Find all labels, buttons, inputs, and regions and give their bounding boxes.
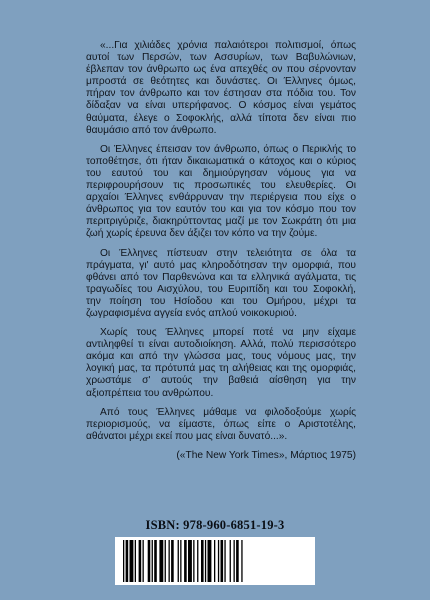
barcode-bar [205, 540, 206, 582]
barcode-bar [143, 540, 144, 582]
barcode [115, 537, 315, 585]
barcode-bar [236, 540, 239, 582]
barcode-bar [230, 540, 231, 582]
barcode-bar [123, 540, 124, 582]
barcode-bar [241, 540, 242, 582]
barcode-bar [218, 540, 219, 582]
blurb-text [86, 40, 356, 469]
paragraph-3: Οι Έλληνες πίστευαν στην τελειότητα σε όλα τα πράγματα, γι' αυτό μας κληροδότησαν την ομορφιά, που φθάνει από τον Παρθενώνα και τα ελληνικά αγάλματα, τις τραγωδίες του Αισχύλου, του Ευριπίδη και του Σοφοκλή, την ποίηση του Ησίοδου και του Ομήρου, μέχρι τα ζωγραφισμένα αγγεία ενός απλού νοικοκυριού. [86, 247, 356, 319]
barcode-bar [180, 540, 181, 582]
barcode-bar [169, 540, 170, 582]
barcode-bar [208, 540, 212, 582]
barcode-bar [184, 540, 187, 582]
barcode-bar [193, 540, 194, 582]
barcode-bar [139, 540, 142, 582]
barcode-bar [188, 540, 192, 582]
paragraph-1: «...Για χιλιάδες χρόνια παλαιότεροι πολιτισμοί, όπως αυτοί των Περσών, των Ασσυρίων, των Βαβυλώνιων, έβλεπαν τον άνθρωπο ως ένα απεχθές ον που σέρνονταν μπροστά σε θεότητες και δυνάστες. Οι Έλληνες όμως, πήραν τον άνθρωπο και τον έστησαν στα πόδια του. Τον δίδαξαν να είναι υπερήφανος. Ο κόσμος είναι γεμάτος θαύματα, έλεγε ο Σοφοκλής, αλλά τίποτα δεν είναι πιο θαυμάσιο από τον άνθρωπο. [86, 40, 356, 136]
barcode-bar [152, 540, 153, 582]
barcode-bar [130, 540, 134, 582]
barcode-graphic [115, 537, 315, 585]
paragraph-2: Οι Έλληνες έπεισαν τον άνθρωπο, όπως ο Περικλής το τοποθέτησε, ότι ήταν δικαιωματικά ο κάτοχος και ο κύριος του εαυτού του και δημιούργησαν νόμους για να περιφρουρήσουν τις προσωπικές του ελευθερίες. Οι αρχαίοι Έλληνες ενθάρρυναν την περιέργεια που είχε ο άνθρωπος για τον εαυτόν του και για τον κόσμο που τον περιτριγύριζε, διακηρύττοντας μαζί με τον Σωκράτη ότι μια ζωή χωρίς έρευνα δεν άξιζει τον κόπο να την ζούμε. [86, 143, 356, 240]
isbn-number: ISBN: 978-960-6851-19-3 [145, 518, 285, 532]
barcode-bar [154, 540, 157, 582]
barcode-bar [214, 540, 215, 582]
barcode-bar [159, 540, 163, 582]
barcode-bar [165, 540, 166, 582]
barcode-bar [178, 540, 179, 582]
isbn-block [115, 518, 315, 585]
barcode-bar [148, 540, 151, 582]
barcode-bar [224, 540, 225, 582]
paragraph-5: Από τους Έλληνες μάθαμε να φιλοδοξούμε χωρίς περιορισμούς, να είμαστε, όπως είπε ο Αριστοτέλης, αθάνατοι μέχρι εκεί που μας είναι δυνατό...». [86, 406, 356, 442]
paragraph-4: Χωρίς τους Έλληνες μπορεί ποτέ να μην είχαμε αντιληφθεί τι είναι αυτοδιοίκηση. Αλλά, πολύ περισσότερο ακόμα και από την γλώσσα μας, τους νόμους μας, την λογική μας, τα πρότυπά μας τη αλήθειας και της ομορφιάς, χρωστάμε σ' αυτούς την βαθειά αίσθηση για την αξιοπρέπεια του ανθρώπου. [86, 327, 356, 399]
barcode-bar [171, 540, 174, 582]
barcode-bar [126, 540, 129, 582]
source-citation: («The New York Times», Μάρτιος 1975) [176, 449, 356, 461]
barcode-bar [197, 540, 198, 582]
barcode-bar [221, 540, 224, 582]
barcode-bar [201, 540, 204, 582]
barcode-bar [135, 540, 136, 582]
barcode-bar [234, 540, 235, 582]
